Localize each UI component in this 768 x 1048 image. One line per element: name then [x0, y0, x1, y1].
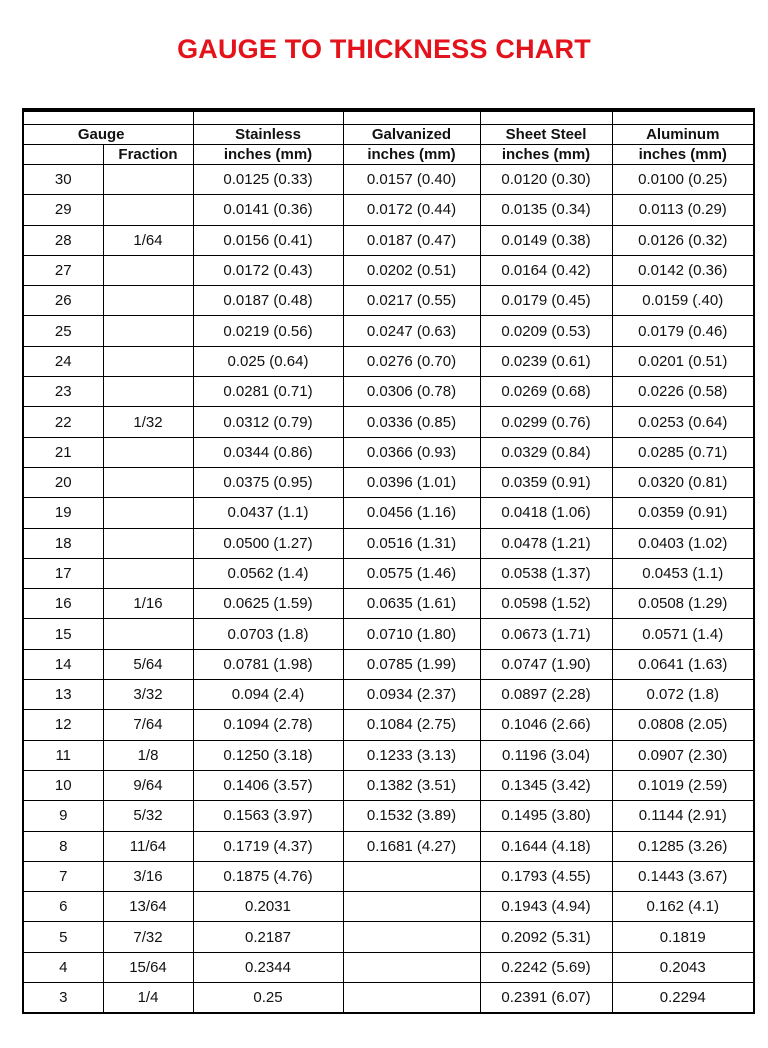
table-row — [23, 983, 754, 1014]
gauge-cell: 18 — [23, 528, 103, 558]
table-row — [23, 922, 754, 952]
aluminum-cell: 0.0179 (0.46) — [612, 316, 754, 346]
fraction-cell — [103, 467, 193, 497]
sheet-steel-cell: 0.0359 (0.91) — [480, 467, 612, 497]
table-row — [23, 286, 754, 316]
stainless-cell: 0.1719 (4.37) — [193, 831, 343, 861]
fraction-cell: 1/16 — [103, 589, 193, 619]
table-row — [23, 377, 754, 407]
aluminum-cell: 0.0226 (0.58) — [612, 377, 754, 407]
gauge-cell: 28 — [23, 225, 103, 255]
header-row-materials — [23, 125, 754, 145]
aluminum-header: Aluminum — [612, 125, 754, 145]
stainless-cell: 0.0625 (1.59) — [193, 589, 343, 619]
stainless-cell: 0.0172 (0.43) — [193, 255, 343, 285]
galvanized-cell: 0.0157 (0.40) — [343, 165, 480, 195]
gauge-cell: 27 — [23, 255, 103, 285]
sheet-steel-cell: 0.0538 (1.37) — [480, 558, 612, 588]
table-row — [23, 861, 754, 891]
aluminum-cell: 0.0808 (2.05) — [612, 710, 754, 740]
sheet-steel-cell: 0.0135 (0.34) — [480, 195, 612, 225]
table-row — [23, 619, 754, 649]
stainless-cell: 0.0187 (0.48) — [193, 286, 343, 316]
stainless-cell: 0.0781 (1.98) — [193, 649, 343, 679]
gauge-subheader-empty — [23, 145, 103, 165]
gauge-cell: 8 — [23, 831, 103, 861]
fraction-cell — [103, 195, 193, 225]
aluminum-cell: 0.0253 (0.64) — [612, 407, 754, 437]
gauge-header: Gauge — [23, 125, 193, 145]
table-row — [23, 437, 754, 467]
fraction-cell — [103, 619, 193, 649]
sheet-steel-cell: 0.0149 (0.38) — [480, 225, 612, 255]
stainless-cell: 0.025 (0.64) — [193, 346, 343, 376]
sheet-steel-cell: 0.0329 (0.84) — [480, 437, 612, 467]
gauge-cell: 9 — [23, 801, 103, 831]
fraction-cell: 3/32 — [103, 680, 193, 710]
fraction-cell: 5/32 — [103, 801, 193, 831]
aluminum-cell: 0.0201 (0.51) — [612, 346, 754, 376]
table-row — [23, 467, 754, 497]
sheet-steel-cell: 0.0747 (1.90) — [480, 649, 612, 679]
aluminum-cell: 0.0100 (0.25) — [612, 165, 754, 195]
galvanized-cell: 0.0202 (0.51) — [343, 255, 480, 285]
aluminum-cell: 0.2043 — [612, 952, 754, 982]
aluminum-cell: 0.0641 (1.63) — [612, 649, 754, 679]
galvanized-cell — [343, 892, 480, 922]
aluminum-units: inches (mm) — [612, 145, 754, 165]
stainless-cell: 0.0375 (0.95) — [193, 467, 343, 497]
galvanized-cell: 0.0247 (0.63) — [343, 316, 480, 346]
sheet-steel-cell: 0.1046 (2.66) — [480, 710, 612, 740]
gauge-cell: 15 — [23, 619, 103, 649]
sheet-steel-cell: 0.1943 (4.94) — [480, 892, 612, 922]
table-row — [23, 801, 754, 831]
aluminum-cell: 0.1019 (2.59) — [612, 770, 754, 800]
table-row — [23, 346, 754, 376]
gauge-cell: 22 — [23, 407, 103, 437]
aluminum-cell: 0.0403 (1.02) — [612, 528, 754, 558]
sheet-steel-cell: 0.0478 (1.21) — [480, 528, 612, 558]
galvanized-cell: 0.0575 (1.46) — [343, 558, 480, 588]
sheet-steel-cell: 0.0418 (1.06) — [480, 498, 612, 528]
aluminum-cell: 0.0359 (0.91) — [612, 498, 754, 528]
aluminum-cell: 0.1819 — [612, 922, 754, 952]
aluminum-cell: 0.162 (4.1) — [612, 892, 754, 922]
galvanized-units: inches (mm) — [343, 145, 480, 165]
galvanized-cell: 0.0785 (1.99) — [343, 649, 480, 679]
galvanized-cell: 0.0336 (0.85) — [343, 407, 480, 437]
gauge-cell: 25 — [23, 316, 103, 346]
gauge-cell: 12 — [23, 710, 103, 740]
gauge-cell: 23 — [23, 377, 103, 407]
fraction-cell — [103, 498, 193, 528]
sheet-steel-units: inches (mm) — [480, 145, 612, 165]
aluminum-cell: 0.0285 (0.71) — [612, 437, 754, 467]
table-row — [23, 589, 754, 619]
sheet-steel-cell: 0.1345 (3.42) — [480, 770, 612, 800]
sheet-steel-cell: 0.0897 (2.28) — [480, 680, 612, 710]
table-row — [23, 225, 754, 255]
sheet-steel-cell: 0.2092 (5.31) — [480, 922, 612, 952]
fraction-cell — [103, 558, 193, 588]
table-row — [23, 558, 754, 588]
galvanized-cell — [343, 952, 480, 982]
gauge-cell: 21 — [23, 437, 103, 467]
table-row — [23, 770, 754, 800]
table-row — [23, 831, 754, 861]
sheet-steel-cell: 0.0299 (0.76) — [480, 407, 612, 437]
stainless-cell: 0.0312 (0.79) — [193, 407, 343, 437]
fraction-header: Fraction — [103, 145, 193, 165]
galvanized-cell — [343, 861, 480, 891]
gauge-cell: 24 — [23, 346, 103, 376]
stainless-cell: 0.0219 (0.56) — [193, 316, 343, 346]
galvanized-cell: 0.1532 (3.89) — [343, 801, 480, 831]
header-spacer-row — [23, 110, 754, 125]
fraction-cell: 1/32 — [103, 407, 193, 437]
aluminum-cell: 0.1443 (3.67) — [612, 861, 754, 891]
fraction-cell — [103, 255, 193, 285]
table-row — [23, 498, 754, 528]
stainless-cell: 0.0125 (0.33) — [193, 165, 343, 195]
gauge-cell: 17 — [23, 558, 103, 588]
sheet-steel-cell: 0.0120 (0.30) — [480, 165, 612, 195]
stainless-cell: 0.0281 (0.71) — [193, 377, 343, 407]
fraction-cell: 15/64 — [103, 952, 193, 982]
fraction-cell: 11/64 — [103, 831, 193, 861]
table-row — [23, 165, 754, 195]
aluminum-cell: 0.0508 (1.29) — [612, 589, 754, 619]
fraction-cell: 3/16 — [103, 861, 193, 891]
stainless-cell: 0.0562 (1.4) — [193, 558, 343, 588]
page-title: GAUGE TO THICKNESS CHART — [177, 34, 591, 64]
gauge-cell: 20 — [23, 467, 103, 497]
gauge-cell: 6 — [23, 892, 103, 922]
gauge-cell: 16 — [23, 589, 103, 619]
sheet-steel-cell: 0.0269 (0.68) — [480, 377, 612, 407]
gauge-cell: 3 — [23, 983, 103, 1014]
aluminum-cell: 0.1144 (2.91) — [612, 801, 754, 831]
galvanized-cell: 0.0276 (0.70) — [343, 346, 480, 376]
fraction-cell: 1/8 — [103, 740, 193, 770]
aluminum-cell: 0.072 (1.8) — [612, 680, 754, 710]
gauge-cell: 30 — [23, 165, 103, 195]
aluminum-cell: 0.0142 (0.36) — [612, 255, 754, 285]
fraction-cell — [103, 377, 193, 407]
sheet-steel-cell: 0.1793 (4.55) — [480, 861, 612, 891]
stainless-cell: 0.0344 (0.86) — [193, 437, 343, 467]
stainless-cell: 0.25 — [193, 983, 343, 1014]
stainless-cell: 0.0156 (0.41) — [193, 225, 343, 255]
galvanized-cell: 0.0217 (0.55) — [343, 286, 480, 316]
sheet-steel-cell: 0.1644 (4.18) — [480, 831, 612, 861]
stainless-cell: 0.0437 (1.1) — [193, 498, 343, 528]
fraction-cell: 1/64 — [103, 225, 193, 255]
fraction-cell: 9/64 — [103, 770, 193, 800]
galvanized-cell: 0.1382 (3.51) — [343, 770, 480, 800]
fraction-cell: 5/64 — [103, 649, 193, 679]
aluminum-cell: 0.0320 (0.81) — [612, 467, 754, 497]
stainless-units: inches (mm) — [193, 145, 343, 165]
gauge-cell: 14 — [23, 649, 103, 679]
table-row — [23, 528, 754, 558]
stainless-header: Stainless — [193, 125, 343, 145]
table-row — [23, 407, 754, 437]
stainless-cell: 0.1094 (2.78) — [193, 710, 343, 740]
galvanized-cell: 0.1233 (3.13) — [343, 740, 480, 770]
gauge-cell: 11 — [23, 740, 103, 770]
fraction-cell — [103, 528, 193, 558]
sheet-steel-cell: 0.1196 (3.04) — [480, 740, 612, 770]
table-row — [23, 892, 754, 922]
table-row — [23, 710, 754, 740]
aluminum-cell: 0.0907 (2.30) — [612, 740, 754, 770]
sheet-steel-header: Sheet Steel — [480, 125, 612, 145]
aluminum-cell: 0.0571 (1.4) — [612, 619, 754, 649]
galvanized-cell: 0.1681 (4.27) — [343, 831, 480, 861]
sheet-steel-cell: 0.0673 (1.71) — [480, 619, 612, 649]
sheet-steel-cell: 0.0239 (0.61) — [480, 346, 612, 376]
galvanized-header: Galvanized — [343, 125, 480, 145]
galvanized-cell: 0.0516 (1.31) — [343, 528, 480, 558]
stainless-cell: 0.2344 — [193, 952, 343, 982]
table-row — [23, 649, 754, 679]
fraction-cell — [103, 165, 193, 195]
stainless-cell: 0.0500 (1.27) — [193, 528, 343, 558]
gauge-cell: 19 — [23, 498, 103, 528]
galvanized-cell: 0.0306 (0.78) — [343, 377, 480, 407]
fraction-cell: 1/4 — [103, 983, 193, 1014]
galvanized-cell — [343, 922, 480, 952]
gauge-cell: 26 — [23, 286, 103, 316]
gauge-cell: 4 — [23, 952, 103, 982]
table-row — [23, 316, 754, 346]
aluminum-cell: 0.2294 — [612, 983, 754, 1014]
sheet-steel-cell: 0.2391 (6.07) — [480, 983, 612, 1014]
table-row — [23, 680, 754, 710]
stainless-cell: 0.1250 (3.18) — [193, 740, 343, 770]
aluminum-cell: 0.0113 (0.29) — [612, 195, 754, 225]
galvanized-cell: 0.0366 (0.93) — [343, 437, 480, 467]
sheet-steel-cell: 0.1495 (3.80) — [480, 801, 612, 831]
galvanized-cell: 0.0396 (1.01) — [343, 467, 480, 497]
table-row — [23, 255, 754, 285]
fraction-cell — [103, 346, 193, 376]
stainless-cell: 0.1563 (3.97) — [193, 801, 343, 831]
stainless-cell: 0.094 (2.4) — [193, 680, 343, 710]
galvanized-cell: 0.1084 (2.75) — [343, 710, 480, 740]
sheet-steel-cell: 0.2242 (5.69) — [480, 952, 612, 982]
stainless-cell: 0.2031 — [193, 892, 343, 922]
sheet-steel-cell: 0.0598 (1.52) — [480, 589, 612, 619]
table-row — [23, 195, 754, 225]
stainless-cell: 0.0703 (1.8) — [193, 619, 343, 649]
gauge-cell: 29 — [23, 195, 103, 225]
gauge-cell: 5 — [23, 922, 103, 952]
galvanized-cell: 0.0172 (0.44) — [343, 195, 480, 225]
galvanized-cell: 0.0934 (2.37) — [343, 680, 480, 710]
gauge-cell: 10 — [23, 770, 103, 800]
galvanized-cell: 0.0710 (1.80) — [343, 619, 480, 649]
table-row — [23, 740, 754, 770]
stainless-cell: 0.1406 (3.57) — [193, 770, 343, 800]
sheet-steel-cell: 0.0164 (0.42) — [480, 255, 612, 285]
aluminum-cell: 0.1285 (3.26) — [612, 831, 754, 861]
fraction-cell — [103, 316, 193, 346]
aluminum-cell: 0.0126 (0.32) — [612, 225, 754, 255]
fraction-cell — [103, 437, 193, 467]
aluminum-cell: 0.0453 (1.1) — [612, 558, 754, 588]
gauge-cell: 7 — [23, 861, 103, 891]
sheet-steel-cell: 0.0209 (0.53) — [480, 316, 612, 346]
gauge-cell: 13 — [23, 680, 103, 710]
galvanized-cell: 0.0456 (1.16) — [343, 498, 480, 528]
table-row — [23, 952, 754, 982]
galvanized-cell: 0.0187 (0.47) — [343, 225, 480, 255]
stainless-cell: 0.1875 (4.76) — [193, 861, 343, 891]
fraction-cell: 7/64 — [103, 710, 193, 740]
fraction-cell: 7/32 — [103, 922, 193, 952]
header-row-units — [23, 145, 754, 165]
aluminum-cell: 0.0159 (.40) — [612, 286, 754, 316]
sheet-steel-cell: 0.0179 (0.45) — [480, 286, 612, 316]
fraction-cell — [103, 286, 193, 316]
galvanized-cell — [343, 983, 480, 1014]
stainless-cell: 0.2187 — [193, 922, 343, 952]
fraction-cell: 13/64 — [103, 892, 193, 922]
gauge-thickness-table — [22, 108, 755, 1014]
galvanized-cell: 0.0635 (1.61) — [343, 589, 480, 619]
stainless-cell: 0.0141 (0.36) — [193, 195, 343, 225]
